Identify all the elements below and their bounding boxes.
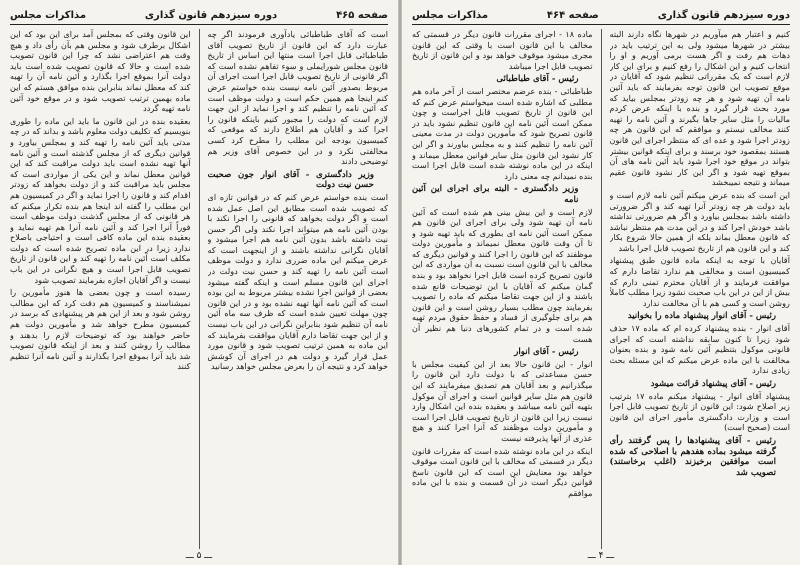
paragraph: پیشنهاد آقای انوار - پیشنهاد میکنم ماده ۱۷ بترتیب زیر اصلاح شود: این قانون از تاریخ تصویب قابل اجرا است و وزارت دادگستری مأمور اجرای این قانون است (صحیح است) bbox=[609, 390, 790, 433]
right-page-column-left bbox=[412, 29, 593, 549]
left-page-column-right bbox=[208, 29, 389, 549]
right-page-column-right bbox=[610, 29, 791, 549]
paragraph: رسیده است و چون بعضی ها هنوز مأمورین را نمیشناسند و کمیسیون هم دقت کرد که این مطالب روشن شود و بعد از این هم هر پیشنهادی که برسد در کمیسیون مطرح خواهد شد و مأمورین دولت هم حاضر خواهند بود که توضیحات لازم را بدهند و مطالب را روشن کنند و بعد از اینکه قانون تصویب شد باید آنرا بموقع اجرا بگذارند و آئین نامه آنرا تنظیم کنند bbox=[10, 287, 191, 372]
left-page-column-left bbox=[10, 29, 191, 549]
right-page-columns bbox=[412, 29, 790, 549]
left-page-number: صفحه ۴۶۵ bbox=[336, 9, 388, 21]
column-divider bbox=[199, 29, 200, 549]
speaker-heading: وزیر دادگستری - البته برای اجرای این آئین نامه bbox=[412, 184, 579, 205]
paragraph: است بنده خواستم عرض کنم که در قوانین تازه ای که تصویب شده است مطابق این اصل عمل شده است و اگر دولت بخواهد که قانونی را اجرا نکند با بودن آئین نامه هم میتواند اجرا نکند ولی اگر حسن نیت داشته باشد بدون آئین نامه هم اجرا میشود و آقایان نگرانی نداشته باشند و از اینجهت است که عرض میکنم این ماده ضرری ندارد و دولت موظف است آئین نامه را تهیه کند و حسن نیت دولت در اجرای این قانون مسلم است و اینکه گفته میشود بعضی از قوانین اجرا نشده بیشتر مربوط به این بوده است که آئین نامه آنها تهیه نشده بود و در این قانون چون مهلت تعیین شده است که ظرف سه ماه آئین نامه آن تنظیم شود بنابراین نگرانی در این باب نیست و از این جهت تقاضا دارم آقایان موافقت بفرمایند که این ماده به همین ترتیب تصویب شود و قانون مورد عمل قرار گیرد و دولت هم در اجرای آن کوشش خواهد کرد و نتیجه آن را بعرض مجلس خواهد رسانید bbox=[207, 191, 388, 372]
left-session-title: دوره سیزدهم قانون گذاری bbox=[144, 9, 278, 21]
paragraph: بعقیده بنده در این قانون ما باید این ماده را طوری بنویسیم که تکلیف دولت معلوم باشد و بداند که در چه مدتی باید آئین نامه را تهیه کند و بمجلس بیاورد و قوانین دیگری که از مجلس گذشته است و آئین نامه آنها تهیه نشده است باید دولت مراقبت کند که این قوانین معطل نماند و این یکی از مواردی است که مجلس باید مراقبت کند و از دولت بخواهد که زودتر اقدام کند و قانون را اجرا نماید و اگر در کمیسیون هم این مطلب را گفته اند اینجا هم بنده تکرار میکنم که هر قانونی که از مجلس گذشت دولت موظف است فوراً آنرا اجرا کند و آئین نامه آنرا هم تهیه نماید و بعقیده بنده این ماده کافی است و احتیاجی باصلاح ندارد زیرا در این ماده تصریح شده است که دولت مکلف است آئین نامه را تهیه کند و این قانون از تاریخ تصویب قابل اجرا است و هیچ نگرانی در این باب نیست و اگر آقایان اجازه بفرمایند تصویب شود bbox=[10, 115, 191, 285]
paragraph: لازم است و این بیش بینی هم شده است که آئین نامه آن تهیه شود ولی برای اجرای این قانون هم ممکن است آئین نامه ای بطوری که باید تهیه شود و تا آن وقت قانون معطل نمیماند و مأمورین دولت موظفند که این قانون را اجرا کنند و قوانین دیگری که مخالف با این قانون است نسبت به آن مواردی که این قانون تصریح کرده است قابل اجرا نخواهد بود و بنده گمان میکنم که آقایان با این توضیحات قانع شده باشند و از این جهت تقاضا میکنم که ماده را تصویب بفرمایند چون مطلب بسیار روشن است و این قانون هم برای جلوگیری از فساد و حفظ حقوق مردم تهیه شده است و در تمام کشورهای دنیا هم نظیر آن هست bbox=[412, 206, 593, 344]
right-page-header bbox=[412, 8, 790, 25]
right-publication-title: مذاکرات مجلس bbox=[412, 9, 489, 21]
right-page-number: صفحه ۴۶۴ bbox=[546, 9, 599, 21]
paragraph: این است که بنده عرض میکنم آئین نامه لازم است و باید دولت هر چه زودتر آنرا تهیه کند و اگر ضرورتی داشته باشد بمجلس بیاورد و اگر هم ضرورتی نداشته باشد خودش اجرا کند و در این مدت هم منتظر نباشد که قانون معطل بماند بلکه از همین حالا شروع بکار کند و این قانون هم از تاریخ تصویب قابل اجرا باشد bbox=[609, 189, 790, 253]
speaker-heading: رئیس - آقای طباطبائی bbox=[496, 74, 579, 85]
paragraph: این قانون وقتی که بمجلس آمد برای این بود که این اشکال برطرف شود و مجلس هم بآن رأی داد و هیچ وقت هم اعتراضی نشد که چرا این قانون تصویب شده است و حالا که قانون تصویب شده است باید دولت آنرا بموقع اجرا بگذارد و آئین نامه آن را تهیه کند که معطل نماند بنابراین بنده موافق هستم که این ماده بهمین ترتیب تصویب شود و در موقع خود آئین نامه تهیه گردد bbox=[10, 29, 191, 114]
paragraph: آقای انوار - بنده پیشنهاد کرده ام که ماده ۱۷ حذف شود زیرا تا کنون سابقه نداشته است که اجرای قانونی موکول بتنظیم آئین نامه شود و بنده بعنوان مخالفت با این ماده عرض میکنم که این مسئله بحث زیادی ندارد bbox=[609, 323, 790, 376]
left-page-columns bbox=[10, 29, 388, 549]
left-page-header bbox=[10, 8, 388, 25]
paragraph: ماده ۱۸ - اجرای مقررات قانون دیگر در قسمتی که مخالف با این قانون است با وقتی که این قانون مجری میشود موقوف خواهد بود و این قانون از تاریخ تصویب قابل اجرا میباشد bbox=[412, 29, 593, 71]
right-page bbox=[402, 0, 800, 565]
speaker-heading: رئیس - آقای انوار پیشنهاد ماده را بخوانید bbox=[627, 311, 776, 322]
right-session-title: دوره سیزدهم قانون گذاری bbox=[657, 9, 790, 21]
speaker-heading: رئیس - آقای پیشنهاد قرائت میشود bbox=[650, 379, 776, 389]
paragraph: است که آقای طباطبائی یادآوری فرمودند اگر چه عبارت دارد که این قانون از تاریخ تصویب آقای طباطبائی قابل اجرا است منتها این اساس از تاریخ قانون مجلس شورایملی و سوء تفاهم نشده است که اگر قانونی از تاریخ تصویب قابل اجرا است اجرای آن مربوط بصدور آئین نامه نیست بنده خواستم عرض کنم اینجا هم همین حکم است و دولت موظف است که آئین نامه را تنظیم کند و اجرا نماید از این جهت لازم است که دولت را مجبور کنیم باینکه قانون را اجرا کند و آقایان هم اطلاع دارند که موقعی که کمیسیون بودجه این مطلب را مطرح کرد کسی مخالفتی نکرد و در این خصوص آقای وزیر هم توضیحی دادند bbox=[207, 29, 388, 167]
left-page-footer: ـــ ۵ ـــ bbox=[185, 551, 213, 561]
left-page bbox=[0, 0, 398, 565]
paragraph: طباطبائی - بنده عرضم مختصر است از آخر ماده هم مطلبی که اشاره شده است میخواستم عرض کنم که این قانون از تاریخ تصویب قابل اجراست و چون ممکن است آئین نامه این قانون تنظیم نشود باید در قانون تصریح شود که مأمورین دولت در مدت معینی آئین نامه را تنظیم کنند و به مجلس بیاورند و اگر این کار نشود این قانون مثل سایر قوانین معطل میماند و اینکه در این ماده نوشته شده است قابل اجرا است بنده نمیدانم چه معنی دارد bbox=[412, 85, 593, 181]
paragraph: کنیم و اعتبار هم میآوریم در شهرها نگاه دارند البته بیشتر در شهرها میشود ولی به این ترتیب باید در دهات هم رفت و اگر هست برمی آوریم و او را انتخاب کنیم و این اشکال را رفع کنیم و برای این کار لازم است که یک مقرراتی تنظیم شود که آقایان در موقع تصویب این قانون توجه بفرمایند که باید آئین نامه آن تهیه شود و هر چه زودتر بمجلس بیاید که مورد بحث قرار گیرد و بنده با اینکه عرض کردم مالیات را مثل سایر جاها بگیرند و آئین نامه را تهیه کنند مخالف نیستم و موافقم که این قانون هر چه زودتر اجرا شود و عده ای که منتظر اجرای این قانون هستند بمقصود خود برسند و برای اینکه قوانین بیشتر بتواند در موقع خود اجرا شود باید آئین نامه های آن بموقع تهیه شود و اگر این کار نشود قانون عقیم میماند و نتیجه نمیبخشد bbox=[609, 29, 790, 188]
speaker-heading: رئیس - آقای پیشنهادها را پس گرفتند رأی گرفته میشود بماده هفدهم با اصلاحی که شده است موافقین برخیزند (اغلب برخاستند) تصویب شد bbox=[609, 435, 776, 478]
left-publication-title: مذاکرات مجلس bbox=[10, 9, 87, 21]
column-divider bbox=[601, 29, 602, 549]
speaker-heading: وزیر دادگستری - آقای انوار جون صحبت حسن نیت دولت bbox=[207, 169, 374, 191]
right-page-footer: ـــ ۴ ـــ bbox=[587, 551, 615, 561]
paragraph: انوار - این قانون حالا بعد از این کیفیت مجلس با حسن مساعدتی که با دولت دارد این قانون را میگذرانیم و بعد آقایان هم تصدیق میفرمایند که این قانون هم مثل سایر قوانین است و اجرای آن موکول بتهیه آئین نامه میباشد و بعقیده بنده این اشکال وارد نیست زیرا این قانون از تاریخ تصویب قابل اجرا است و مأمورین دولت موظفند که آنرا اجرا کنند و هیچ عذری از آنها پذیرفته نیست bbox=[412, 358, 593, 443]
speaker-heading: رئیس - آقای انوار bbox=[514, 347, 579, 358]
paragraph: آقایان با توجه به اینکه ماده قانون طبق پیشنهاد کمیسیون است و مخالفی هم ندارد تقاضا دارم که موافقت فرمایند و از آقایان محترم تمنی دارم که بیش از این در این باب صحبت نشود زیرا مطلب کاملاً روشن است و کسی هم با آن مخالفت ندارد bbox=[609, 255, 790, 308]
paragraph: اینکه در این ماده نوشته شده است که مقررات قانون دیگر در قسمتی که مخالف با این قانون است موقوف خواهد بود معنایش این است که این قانون ناسخ قوانین دیگر است در آن قسمت و بنده با این ماده موافقم bbox=[412, 445, 593, 498]
